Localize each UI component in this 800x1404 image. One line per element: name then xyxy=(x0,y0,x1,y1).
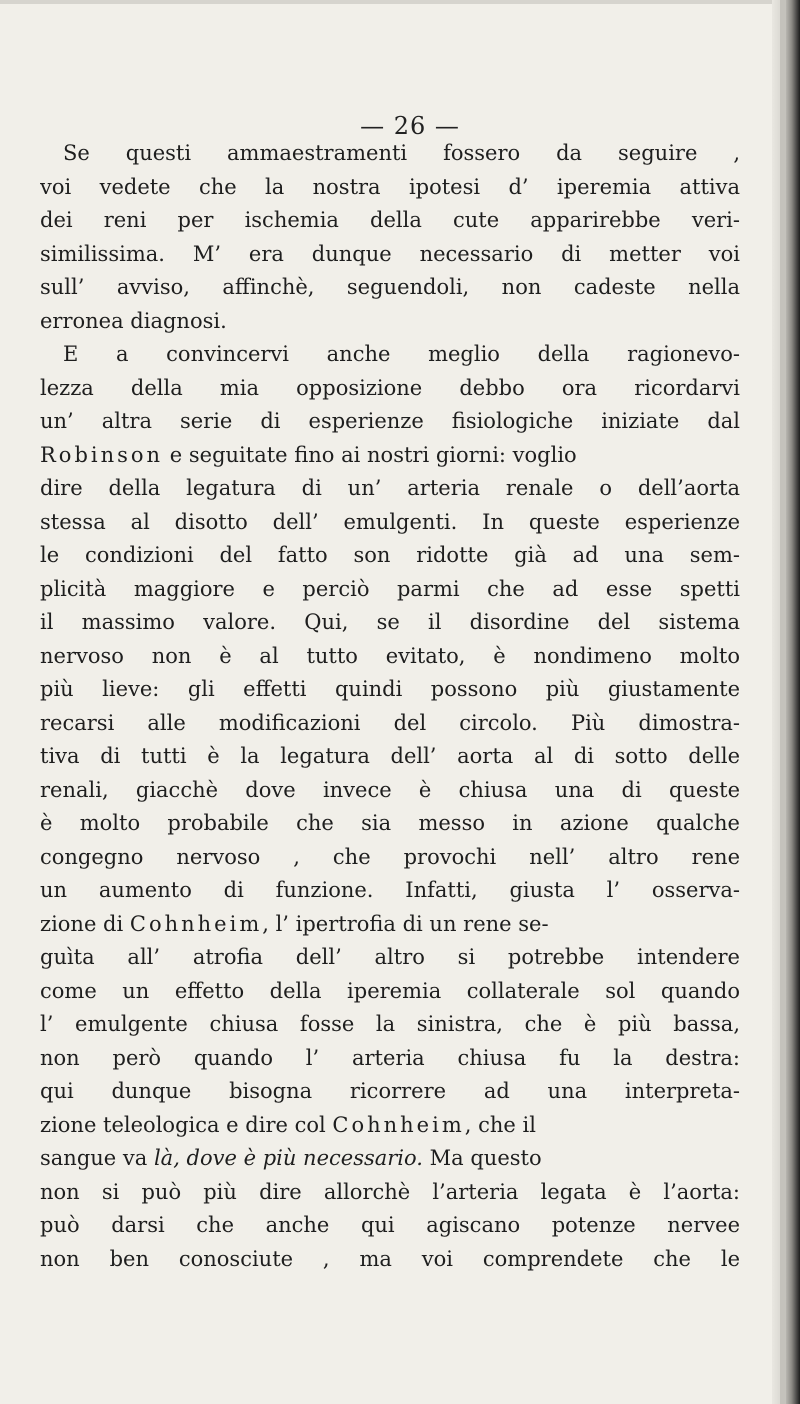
text-line: non ben conosciute , ma voi comprendete che le xyxy=(40,1246,740,1271)
text-line: un’ altra serie di esperienze fisiologiche iniziate dal xyxy=(40,409,740,433)
text-line: dei reni per ischemia della cute apparirebbe veri- xyxy=(40,208,740,232)
text-line xyxy=(40,1142,740,1176)
text-line: non si può più dire allorchè l’arteria legata è l’aorta: xyxy=(40,1179,740,1204)
author-name-cohnheim: Cohnheim xyxy=(332,1112,465,1137)
page-binding-inner xyxy=(780,0,786,1404)
text-line: congegno nervoso , che provochi nell’ altro rene xyxy=(40,844,740,869)
text-line: qui dunque bisogna ricorrere ad una interpreta- xyxy=(40,1079,740,1103)
text-line: lezza della mia opposizione debbo ora ricordarvi xyxy=(40,375,740,400)
text-line: E a convincervi anche meglio della ragionevo- xyxy=(63,342,740,366)
text-segment: , che il xyxy=(464,1112,536,1137)
text-line: erronea diagnosi. xyxy=(40,308,227,333)
body-text xyxy=(40,137,740,1276)
page-top-edge xyxy=(0,0,800,4)
text-line: più lieve: gli effetti quindi possono più giustamente xyxy=(40,677,740,701)
text-line: come un effetto della iperemia collaterale sol quando xyxy=(40,978,740,1003)
text-segment: sangue va xyxy=(40,1146,154,1170)
text-line: può darsi che anche qui agiscano potenze nervee xyxy=(40,1213,740,1237)
text-line xyxy=(40,1109,740,1143)
text-segment: Ma questo xyxy=(422,1146,542,1170)
text-line: è molto probabile che sia messo in azione qualche xyxy=(40,811,740,835)
text-line: un aumento di funzione. Infatti, giusta l’ osserva- xyxy=(40,878,740,902)
text-line: renali, giacchè dove invece è chiusa una di queste xyxy=(40,777,740,802)
text-segment: zione teleologica e dire col xyxy=(40,1112,333,1137)
text-line: stessa al disotto dell’ emulgenti. In queste esperienze xyxy=(40,509,740,534)
text-segment: zione di xyxy=(40,911,130,936)
text-line: le condizioni del fatto son ridotte già ad una sem- xyxy=(40,543,740,567)
text-segment: , l’ ipertrofia di un rene se- xyxy=(262,911,549,936)
text-line xyxy=(40,439,740,473)
text-line: non però quando l’ arteria chiusa fu la destra: xyxy=(40,1045,740,1070)
text-line: recarsi alle modificazioni del circolo. Più dimostra- xyxy=(40,710,740,735)
text-line: sull’ avviso, affinchè, seguendoli, non cadeste nella xyxy=(40,275,740,299)
page-number: — 26 — xyxy=(360,112,460,140)
italic-quote: là, dove è più necessario. xyxy=(153,1146,423,1170)
text-line xyxy=(40,908,740,942)
text-line: voi vedete che la nostra ipotesi d’ iperemia attiva xyxy=(40,174,740,199)
text-line: plicità maggiore e perciò parmi che ad esse spetti xyxy=(40,576,740,601)
author-name-robinson: Robinson xyxy=(40,442,164,467)
text-line: similissima. M’ era dunque necessario di metter voi xyxy=(40,241,740,266)
text-line: nervoso non è al tutto evitato, è nondimeno molto xyxy=(40,643,740,668)
text-line: tiva di tutti è la legatura dell’ aorta al di sotto delle xyxy=(40,744,740,768)
text-line: guìta all’ atrofia dell’ altro si potrebbe intendere xyxy=(40,945,740,969)
author-name-cohnheim: Cohnheim xyxy=(129,911,263,936)
text-line: dire della legatura di un’ arteria renale o dell’aorta xyxy=(40,476,740,500)
text-line: l’ emulgente chiusa fosse la sinistra, che è più bassa, xyxy=(40,1012,740,1036)
page-binding-edge xyxy=(772,0,800,1404)
text-line: Se questi ammaestramenti fossero da seguire , xyxy=(63,141,740,165)
text-line: il massimo valore. Qui, se il disordine del sistema xyxy=(40,610,740,634)
text-segment: e seguitate fino ai nostri giorni: voglio xyxy=(163,442,577,467)
